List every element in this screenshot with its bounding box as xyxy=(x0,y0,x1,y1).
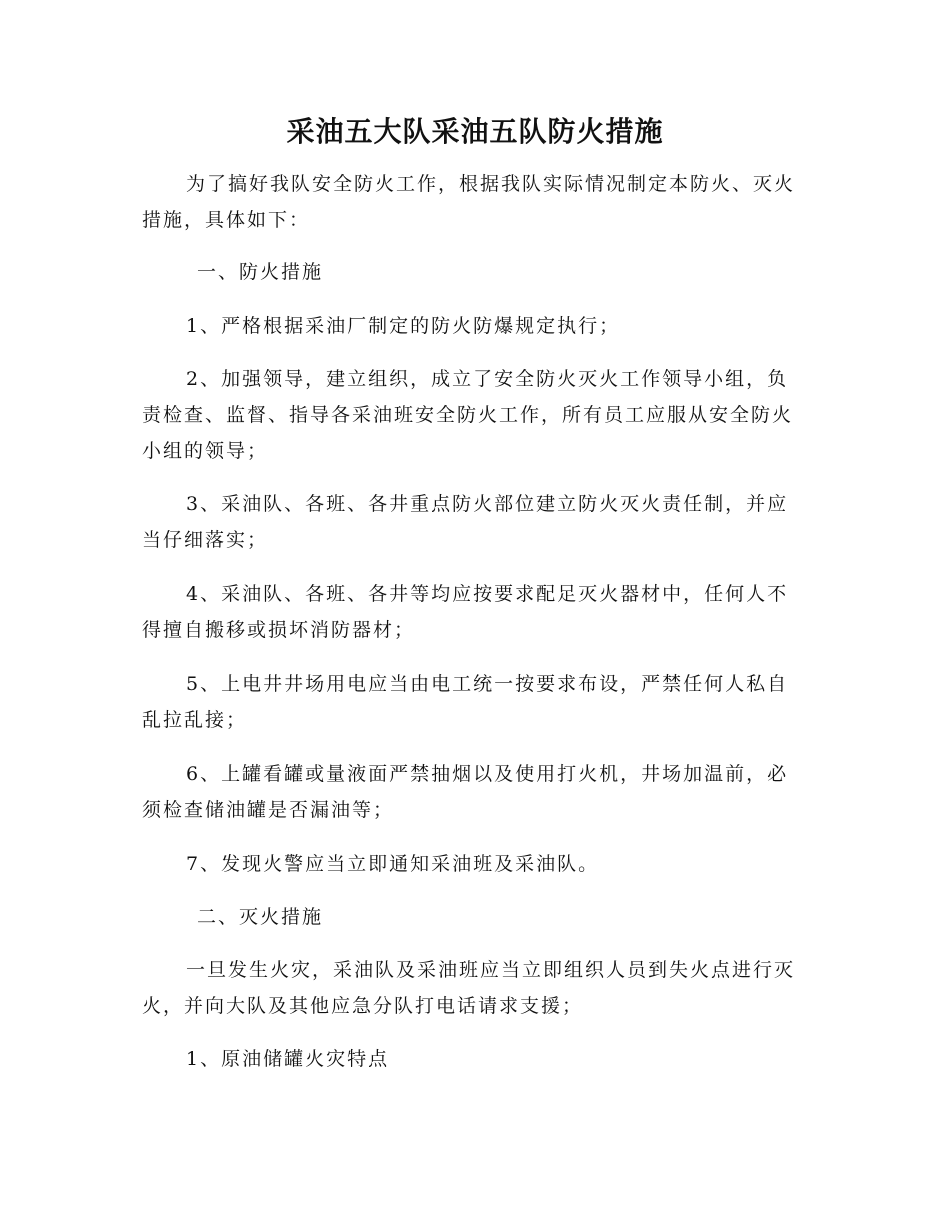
section-heading-fire-prevention: 一、防火措施 xyxy=(197,261,324,283)
list-item: 1、原油储罐火灾特点 xyxy=(186,1048,390,1070)
intro-paragraph: 为了搞好我队安全防火工作，根据我队实际情况制定本防火、灭火措施，具体如下： xyxy=(142,173,796,231)
list-item: 3、采油队、各班、各井重点防火部位建立防火灭火责任制，并应当仔细落实； xyxy=(142,493,789,551)
list-item: 1、严格根据采油厂制定的防火防爆规定执行； xyxy=(186,315,621,337)
list-item: 6、上罐看罐或量液面严禁抽烟以及使用打火机，井场加温前，必须检查储油罐是否漏油等； xyxy=(142,763,789,821)
section-heading-fire-fighting: 二、灭火措施 xyxy=(197,906,324,928)
list-item: 5、上电井井场用电应当由电工统一按要求布设，严禁任何人私自乱拉乱接； xyxy=(142,673,789,731)
list-item: 7、发现火警应当立即通知采油班及采油队。 xyxy=(186,853,600,875)
list-item: 4、采油队、各班、各井等均应按要求配足灭火器材中，任何人不得擅自搬移或损坏消防器材； xyxy=(142,583,789,641)
document-title: 采油五大队采油五队防火措施 xyxy=(286,115,664,148)
list-item: 2、加强领导，建立组织，成立了安全防火灭火工作领导小组，负责检查、监督、指导各采油班安全防火工作，所有员工应服从安全防火小组的领导； xyxy=(142,368,794,462)
section2-intro-paragraph: 一旦发生火灾，采油队及采油班应当立即组织人员到失火点进行灭火，并向大队及其他应急分队打电话请求支援； xyxy=(142,959,796,1017)
